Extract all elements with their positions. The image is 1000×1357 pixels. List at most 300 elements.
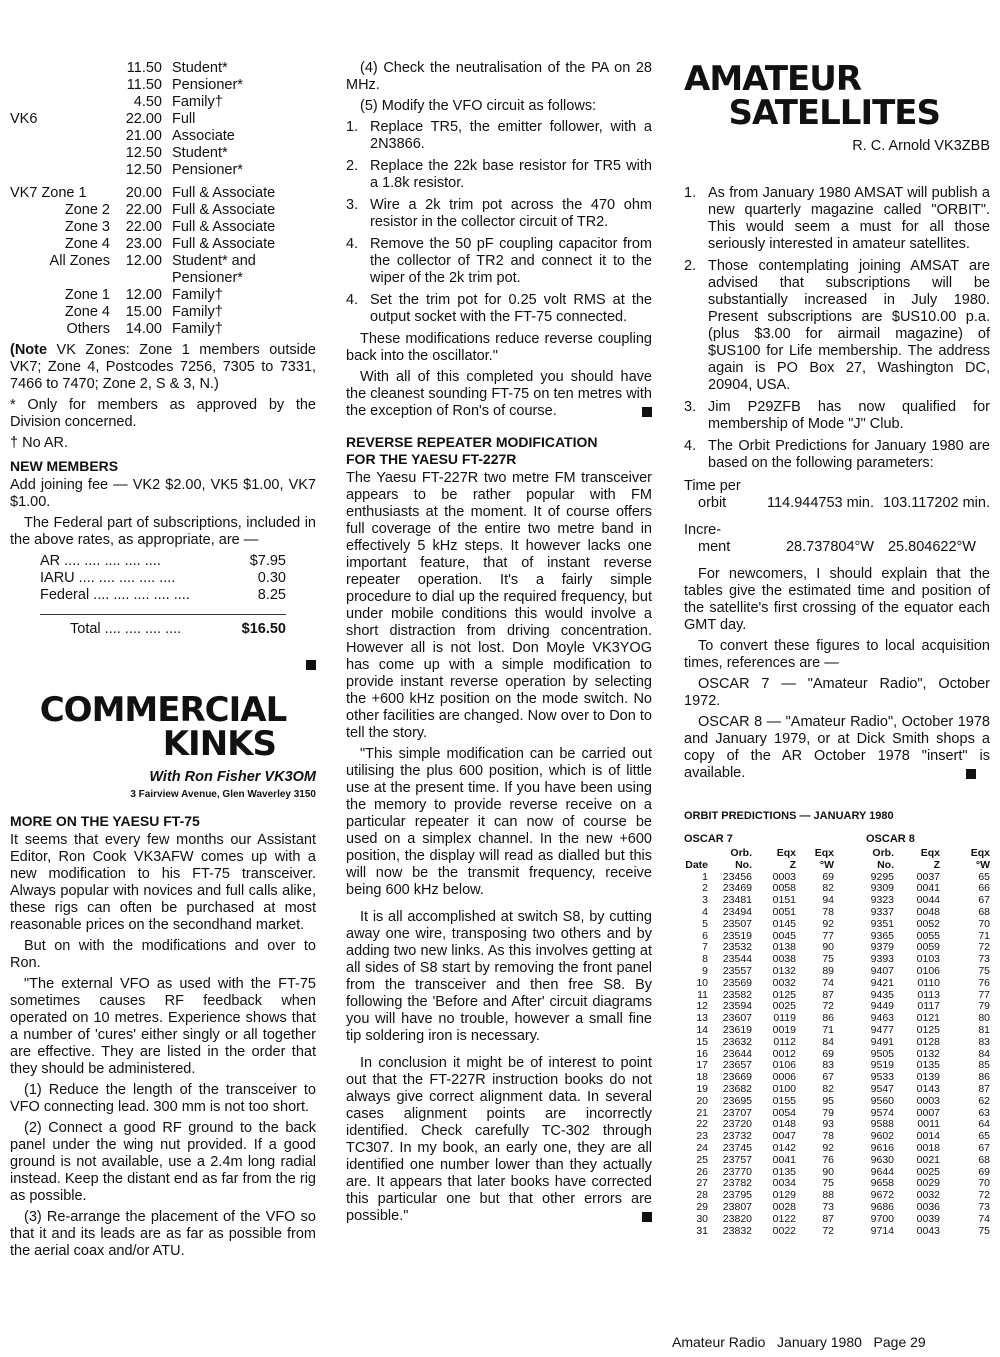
rate-state: Others	[66, 321, 110, 337]
table-cell: 0047	[772, 1130, 796, 1143]
table-row	[684, 1025, 990, 1037]
table-cell: 2	[702, 882, 708, 895]
rr-p4: In conclusion it might be of interest to point out that the FT-227R instruction books do not always give correct alignment data. In several cases alignment points are incorrectly identified. Check carefully TC-302 through TC307. In my book, an early one, they are all identified one number lower than they actually are. It appears that later books have corrected this particular one but that other errors are possible."	[346, 1055, 652, 1224]
list-text: Those contemplating joining AMSAT are advised that subscriptions will be substantially increased in July 1980. Present subscriptions are $US10.00 p.a. (plus $3.00 for airmail magazine) of $US100 for Life membership. The address again is PO Box 27, Washington DC, 20904, USA.	[708, 258, 990, 393]
table-cell: 83	[822, 1059, 834, 1072]
rate-value: 22.00	[125, 219, 162, 235]
table-row	[684, 966, 990, 978]
breakdown-label: AR	[40, 553, 61, 569]
table-cell: 23632	[722, 1035, 752, 1048]
table-cell: 9351	[870, 917, 894, 930]
table-cell: 0055	[916, 929, 940, 942]
table-cell: 0025	[916, 1165, 940, 1178]
rate-state: All Zones	[49, 253, 110, 269]
table-cell: 75	[978, 1224, 990, 1237]
table-cell: 67	[822, 1071, 834, 1084]
column-middle	[346, 60, 652, 1229]
list-text: Replace the 22k base resistor for TR5 with a 1.8k resistor.	[370, 158, 652, 191]
rate-state	[10, 162, 110, 179]
zones-note: (Note VK Zones: Zone 1 members outside VK7; Zone 4, Postcodes 7256, 7305 to 7331, 7466 to 7470; Zone 2, S & 3, N.)	[10, 342, 316, 392]
table-cell: 73	[822, 1200, 834, 1213]
table-cell: 93	[822, 1118, 834, 1131]
rate-type: Pensioner*	[172, 77, 243, 93]
table-cell: 75	[978, 964, 990, 977]
table-cell: 23644	[722, 1047, 752, 1060]
table-cell: 31	[696, 1224, 708, 1237]
table-cell: 19	[696, 1082, 708, 1095]
table-cell: 9533	[870, 1071, 894, 1084]
column-header: Eqx	[776, 847, 796, 859]
table-cell: 0121	[916, 1012, 940, 1025]
rate-state	[10, 145, 110, 162]
table-cell: 9644	[870, 1165, 894, 1178]
table-cell: 0145	[772, 917, 796, 930]
column-header: °W	[975, 858, 990, 871]
table-cell: 9477	[870, 1023, 894, 1036]
breakdown-row	[40, 570, 286, 587]
convert: To convert these figures to local acquisition times, references are —	[684, 638, 990, 671]
list-item	[684, 399, 990, 433]
breakdown-row	[40, 587, 286, 604]
breakdown-value: 0.30	[257, 570, 286, 586]
table-row	[684, 1202, 990, 1214]
list-text: Set the trim pot for 0.25 volt RMS at the output socket with the FT-75 connected.	[370, 292, 652, 325]
table-cell: 5	[702, 917, 708, 930]
breakdown-value: $7.95	[249, 553, 286, 569]
rate-state: Zone 1	[64, 287, 110, 303]
table-cell: 0011	[917, 1118, 940, 1131]
rate-row	[10, 202, 316, 219]
table-cell: 62	[978, 1094, 990, 1107]
column-right	[684, 60, 990, 1237]
rate-type: Pensioner*	[172, 162, 243, 178]
table-cell: 28	[696, 1189, 708, 1202]
newcomers: For newcomers, I should explain that the tables give the estimated time and position of the satellite's first crossing of the equator each GMT day.	[684, 566, 990, 633]
table-row	[684, 1096, 990, 1108]
list-item	[346, 197, 652, 231]
table-cell: 23557	[722, 964, 752, 977]
rate-row	[10, 77, 316, 94]
table-cell: 66	[978, 882, 990, 895]
table-cell: 92	[822, 1141, 834, 1154]
rr-p2: "This simple modification can be carried out utilising the plus 600 position, which is of little use at the present time. If you have been using the memory to provide reverse receive on a particular repeater it can now of course be used on a simplex channel. In the new +600 position, the display will read as dialled but this will now be the transmit frequency, receive being 600 kHz below.	[346, 746, 652, 898]
table-cell: 11	[697, 988, 708, 1001]
leader-dots: .... .... .... .... ....	[78, 570, 176, 586]
column-header: Z	[933, 858, 940, 871]
table-cell: 23594	[722, 1000, 752, 1013]
table-cell: 0103	[916, 953, 940, 966]
rate-row	[10, 304, 316, 321]
list-text: Replace TR5, the emitter follower, with a 2N3866.	[370, 119, 652, 152]
no-ar-footnote: † No AR.	[10, 435, 69, 451]
rate-type: Student*	[172, 60, 228, 76]
table-cell: 23481	[722, 894, 752, 907]
table-cell: 9714	[870, 1224, 894, 1237]
rate-type: Full	[172, 111, 196, 127]
table-row	[684, 1084, 990, 1096]
ft75-p1: It seems that every few months our Assistant Editor, Ron Cook VK3AFW comes up with a new modification to his FT-75 transceiver. Always popular with novices and full calls alike, these rigs can often be purchased at most reasonable prices on the secondhand market.	[10, 832, 316, 933]
table-cell: 23770	[722, 1165, 752, 1178]
table-cell: 0021	[916, 1153, 940, 1166]
table-cell: 12	[696, 1000, 708, 1013]
table-cell: 0059	[916, 941, 940, 954]
table-cell: 9323	[870, 894, 894, 907]
table-cell: 0143	[916, 1082, 940, 1095]
rate-state: VK6	[10, 111, 38, 127]
table-cell: 1	[702, 870, 708, 883]
table-cell: 23	[696, 1130, 708, 1143]
table-cell: 0003	[916, 1094, 940, 1107]
table-cell: 76	[822, 1153, 834, 1166]
table-cell: 23519	[722, 929, 752, 942]
table-cell: 0125	[916, 1023, 940, 1036]
rr-heading: REVERSE REPEATER MODIFICATION FOR THE YAESU FT-227R	[346, 434, 598, 467]
table-cell: 9686	[870, 1200, 894, 1213]
these-mods: These modifications reduce reverse coupling back into the oscillator."	[346, 331, 652, 364]
table-cell: 0151	[772, 894, 796, 907]
table-cell: 63	[978, 1106, 990, 1119]
table-cell: 82	[822, 882, 834, 895]
ft75-p4: (1) Reduce the length of the transceiver to VFO connecting lead. 300 mm is not too short.	[10, 1082, 316, 1115]
list-item	[346, 292, 652, 326]
list-item	[684, 258, 990, 394]
table-cell: 92	[822, 917, 834, 930]
table-cell: 9602	[870, 1130, 894, 1143]
rate-row	[10, 321, 316, 338]
table-row	[684, 1155, 990, 1167]
table-cell: 23745	[722, 1141, 752, 1154]
table-cell: 64	[978, 1118, 990, 1131]
table-cell: 10	[696, 976, 708, 989]
commercial-kinks-title: COMMERCIAL KINKS	[39, 690, 287, 764]
rate-row	[10, 60, 316, 77]
table-cell: 17	[696, 1059, 708, 1072]
table-cell: 16	[696, 1047, 708, 1060]
table-cell: 23707	[722, 1106, 752, 1119]
rate-value: 12.50	[125, 145, 162, 161]
list-number: 3.	[684, 399, 697, 415]
table-cell: 0110	[917, 976, 940, 989]
table-cell: 23720	[722, 1118, 752, 1131]
table-cell: 0019	[772, 1023, 796, 1036]
rate-row	[10, 111, 316, 128]
orbit-params: Time per orbit 114.944753 min. 103.117202 min. Incre- ment 28.737804°W 25.804622°W	[684, 478, 990, 555]
table-cell: 0106	[916, 964, 940, 977]
rate-type: Full & Associate	[172, 202, 276, 218]
table-cell: 67	[978, 1141, 990, 1154]
table-cell: 0051	[772, 905, 796, 918]
table-cell: 9700	[870, 1212, 894, 1225]
check-neutralisation: (4) Check the neutralisation of the PA on 28 MHz.	[346, 60, 652, 93]
new-members-heading: NEW MEMBERS	[10, 458, 119, 474]
rate-row	[10, 219, 316, 236]
rate-type: Family†	[172, 94, 223, 110]
table-cell: 0038	[772, 953, 796, 966]
table-cell: 85	[978, 1059, 990, 1072]
table-cell: 75	[822, 953, 834, 966]
table-cell: 24	[696, 1141, 708, 1154]
rate-value: 20.00	[125, 185, 162, 201]
breakdown-list	[40, 553, 286, 604]
table-cell: 89	[822, 964, 834, 977]
table-cell: 3	[702, 894, 708, 907]
table-cell: 9407	[870, 964, 894, 977]
table-cell: 0032	[772, 976, 796, 989]
list-text: Wire a 2k trim pot across the 470 ohm resistor in the collector circuit of TR2.	[370, 197, 652, 230]
rate-value: 11.50	[126, 77, 162, 93]
table-cell: 23695	[722, 1094, 752, 1107]
table-row	[684, 907, 990, 919]
table-cell: 9519	[870, 1059, 894, 1072]
table-cell: 0113	[917, 988, 940, 1001]
table-cell: 29	[696, 1200, 708, 1213]
column-header: °W	[819, 858, 834, 871]
table-cell: 30	[696, 1212, 708, 1225]
table-cell: 9547	[870, 1082, 894, 1095]
table-cell: 18	[696, 1071, 708, 1084]
mods-list	[346, 119, 652, 326]
table-cell: 0139	[916, 1071, 940, 1084]
rate-state: Zone 4	[64, 304, 110, 320]
table-cell: 87	[978, 1082, 990, 1095]
table-cell: 9	[702, 964, 708, 977]
table-cell: 95	[822, 1094, 834, 1107]
table-cell: 23732	[722, 1130, 752, 1143]
table-cell: 0148	[772, 1118, 796, 1131]
table-cell: 77	[822, 929, 834, 942]
table-cell: 72	[978, 941, 990, 954]
ft75-p3: "The external VFO as used with the FT-75 sometimes causes RF feedback when operated on 10 metres. Experience shows that a number of 'cures' either singly or all together are effective. They are listed in the order that they should be administered.	[10, 976, 316, 1077]
breakdown-row	[40, 553, 286, 570]
rate-row	[10, 94, 316, 111]
table-cell: 4	[702, 905, 708, 918]
rate-type: Full & Associate	[172, 236, 276, 252]
table-cell: 80	[978, 1012, 990, 1025]
table-cell: 20	[696, 1094, 708, 1107]
table-cell: 9379	[870, 941, 894, 954]
rate-state: Zone 3	[64, 219, 110, 235]
table-cell: 9574	[870, 1106, 894, 1119]
rate-value: 12.00	[125, 287, 162, 303]
table-cell: 0142	[772, 1141, 796, 1154]
table-cell: 23456	[722, 870, 752, 883]
rate-value: 22.00	[125, 111, 162, 127]
author: R. C. Arnold VK3ZBB	[852, 138, 990, 154]
breakdown-label: Federal	[40, 587, 90, 603]
table-cell: 0043	[916, 1224, 940, 1237]
column-header: Orb.	[872, 847, 894, 859]
table-cell: 90	[822, 941, 834, 954]
list-number: 4.	[684, 438, 697, 454]
table-row	[684, 919, 990, 931]
table-cell: 8	[702, 953, 708, 966]
table-cell: 0014	[916, 1130, 940, 1143]
table-cell: 68	[978, 905, 990, 918]
table-cell: 0039	[916, 1212, 940, 1225]
table-row	[684, 1037, 990, 1049]
rate-value: 23.00	[125, 236, 162, 252]
table-cell: 86	[822, 1012, 834, 1025]
column-header: Date	[685, 858, 708, 871]
table-cell: 0155	[772, 1094, 796, 1107]
table-cell: 23757	[722, 1153, 752, 1166]
ft75-p2: But on with the modifications and over to Ron.	[10, 938, 316, 971]
table-cell: 0034	[772, 1177, 796, 1190]
table-cell: 23832	[722, 1224, 752, 1237]
table-cell: 9463	[870, 1012, 894, 1025]
rate-state	[10, 60, 110, 77]
table-cell: 7	[702, 941, 708, 954]
table-cell: 65	[978, 870, 990, 883]
rate-row	[10, 287, 316, 304]
table-cell: 72	[822, 1224, 834, 1237]
rate-type: Student*	[172, 145, 228, 161]
table-cell: 23619	[722, 1023, 752, 1036]
table-cell: 0132	[916, 1047, 940, 1060]
table-cell: 0022	[772, 1224, 796, 1237]
table-cell: 79	[822, 1106, 834, 1119]
table-cell: 23544	[722, 953, 752, 966]
column-header: Z	[789, 858, 796, 871]
table-cell: 67	[978, 894, 990, 907]
table-cell: 0012	[772, 1047, 796, 1060]
amateur-satellites-title: AMATEUR SATELLITES	[684, 59, 940, 133]
table-cell: 0041	[772, 1153, 796, 1166]
list-number: 2.	[684, 258, 697, 274]
table-cell: 0003	[772, 870, 796, 883]
rate-state: VK7 Zone 1	[10, 185, 87, 201]
table-cell: 9630	[870, 1153, 894, 1166]
table-row	[684, 1226, 990, 1238]
table-cell: 23795	[722, 1189, 752, 1202]
table-cell: 73	[978, 1200, 990, 1213]
table-cell: 9435	[870, 988, 894, 1001]
table-cell: 9309	[870, 882, 894, 895]
rate-value: 4.50	[133, 94, 162, 110]
table-cell: 81	[978, 1023, 990, 1036]
column-header: Eqx	[814, 847, 834, 859]
column-left	[10, 60, 316, 1264]
breakdown-label: IARU	[40, 570, 75, 586]
table-cell: 70	[978, 917, 990, 930]
table-cell: 0025	[772, 1000, 796, 1013]
list-number: 1.	[346, 119, 359, 135]
table-cell: 23494	[722, 905, 752, 918]
table-cell: 23657	[722, 1059, 752, 1072]
ft75-heading: MORE ON THE YAESU FT-75	[10, 813, 200, 829]
table-cell: 94	[822, 894, 834, 907]
leader-dots: .... .... .... .... ....	[93, 587, 190, 603]
modify-vfo: (5) Modify the VFO circuit as follows:	[360, 98, 597, 114]
list-number: 1.	[684, 185, 697, 201]
table-cell: 69	[822, 1047, 834, 1060]
table-cell: 78	[822, 905, 834, 918]
rr-p1: The Yaesu FT-227R two metre FM transceiver appears to be rather popular with FM enthusiasts at the moment. It of course offers full coverage of the entire two metre band in effectively 5 kHz steps. It however lacks one important feature, that of instant reverse repeater operation. It's a fairly simple procedure to dial up the required frequency, but under mobile conditions this would involve a short distraction from driving concentration. However all is not lost. Don Moyle VK3YOG has come up with a simple modification to provide instant reverse operation by selecting the +600 kHz position on the mode switch. No other facilities are changed. Now over to Don to tell the story.	[346, 470, 652, 741]
table-cell: 9421	[870, 976, 894, 989]
rate-row	[10, 145, 316, 162]
table-cell: 73	[978, 953, 990, 966]
ft75-p6: (3) Re-arrange the placement of the VFO so that it and its leads are as far as possible from the aerial coax and/or ATU.	[10, 1209, 316, 1259]
rate-state: Zone 2	[64, 202, 110, 218]
rate-value: 11.50	[126, 60, 162, 76]
byline: With Ron Fisher VK3OM	[149, 769, 316, 785]
table-cell: 0029	[916, 1177, 940, 1190]
rate-state	[10, 94, 110, 111]
end-mark	[306, 660, 316, 670]
breakdown-value: 8.25	[257, 587, 286, 603]
leader-dots: .... .... .... .... ....	[64, 553, 161, 569]
table-cell: 26	[696, 1165, 708, 1178]
table-row	[684, 1214, 990, 1226]
table-cell: 0048	[916, 905, 940, 918]
list-item	[346, 236, 652, 287]
table-cell: 0007	[916, 1106, 940, 1119]
table-title: ORBIT PREDICTIONS — JANUARY 1980	[684, 810, 894, 822]
table-cell: 9658	[870, 1177, 894, 1190]
table-cell: 88	[822, 1189, 834, 1202]
table-cell: 74	[978, 1212, 990, 1225]
table-cell: 84	[978, 1047, 990, 1060]
table-cell: 75	[822, 1177, 834, 1190]
list-item	[346, 158, 652, 192]
table-cell: 0045	[772, 929, 796, 942]
with-all: With all of this completed you should have the cleanest sounding FT-75 on ten metres with the exception of Ron's of course.	[346, 369, 652, 419]
rate-type: Family†	[172, 287, 223, 303]
table-cell: 0058	[772, 882, 796, 895]
table-cell: 83	[978, 1035, 990, 1048]
table-cell: 23682	[722, 1082, 752, 1095]
page-footer: Amateur Radio January 1980 Page 29	[672, 1334, 926, 1350]
rate-state: Zone 4	[64, 236, 110, 252]
list-number: 4.	[346, 236, 359, 252]
federal-text: The Federal part of subscriptions, included in the above rates, as appropriate, are —	[10, 515, 316, 548]
rate-row	[10, 162, 316, 179]
table-cell: 0117	[917, 1000, 940, 1013]
table-cell: 0052	[916, 917, 940, 930]
oscar8-ref: OSCAR 8 — "Amateur Radio", October 1978 and January 1979, or at Dick Smith shops a copy of the AR October 1978 "insert" is available.	[684, 714, 990, 781]
table-cell: 70	[978, 1177, 990, 1190]
address: 3 Fairview Avenue, Glen Waverley 3150	[130, 789, 316, 800]
members-footnote: * Only for members as approved by the Division concerned.	[10, 397, 316, 430]
list-item	[346, 119, 652, 153]
table-cell: 65	[978, 1130, 990, 1143]
table-cell: 0044	[916, 894, 940, 907]
table-cell: 22	[696, 1118, 708, 1131]
rate-type: Family†	[172, 321, 223, 337]
table-cell: 78	[822, 1130, 834, 1143]
rate-value: 12.50	[125, 162, 162, 178]
rate-value: 21.00	[125, 128, 162, 144]
table-cell: 9588	[870, 1118, 894, 1131]
list-number: 4.	[346, 292, 359, 308]
table-cell: 0106	[772, 1059, 796, 1072]
new-members-text: Add joining fee — VK2 $2.00, VK5 $1.00, VK7 $1.00.	[10, 477, 316, 510]
table-cell: 0018	[916, 1141, 940, 1154]
rate-row	[10, 236, 316, 253]
table-cell: 0129	[772, 1189, 796, 1202]
rr-p3: It is all accomplished at switch S8, by cutting away one wire, transposing two others and by adding two new links. As this involves getting at all sides of S8 start by removing the front panel from the transceiver and then free S8. By following the 'Before and After' circuit diagrams you will have no trouble, however a small fine tip soldering iron is necessary.	[346, 909, 652, 1044]
table-cell: 69	[822, 870, 834, 883]
table-cell: 21	[696, 1106, 708, 1119]
list-item	[684, 438, 990, 472]
list-text: As from January 1980 AMSAT will publish a new quarterly magazine called "ORBIT". This would seem a must for all those seriously interested in amateur satellites.	[708, 185, 990, 252]
rate-value: 22.00	[125, 202, 162, 218]
table-cell: 71	[978, 929, 990, 942]
table-cell: 9295	[870, 870, 894, 883]
list-number: 3.	[346, 197, 359, 213]
list-number: 2.	[346, 158, 359, 174]
rate-value: 15.00	[125, 304, 162, 320]
